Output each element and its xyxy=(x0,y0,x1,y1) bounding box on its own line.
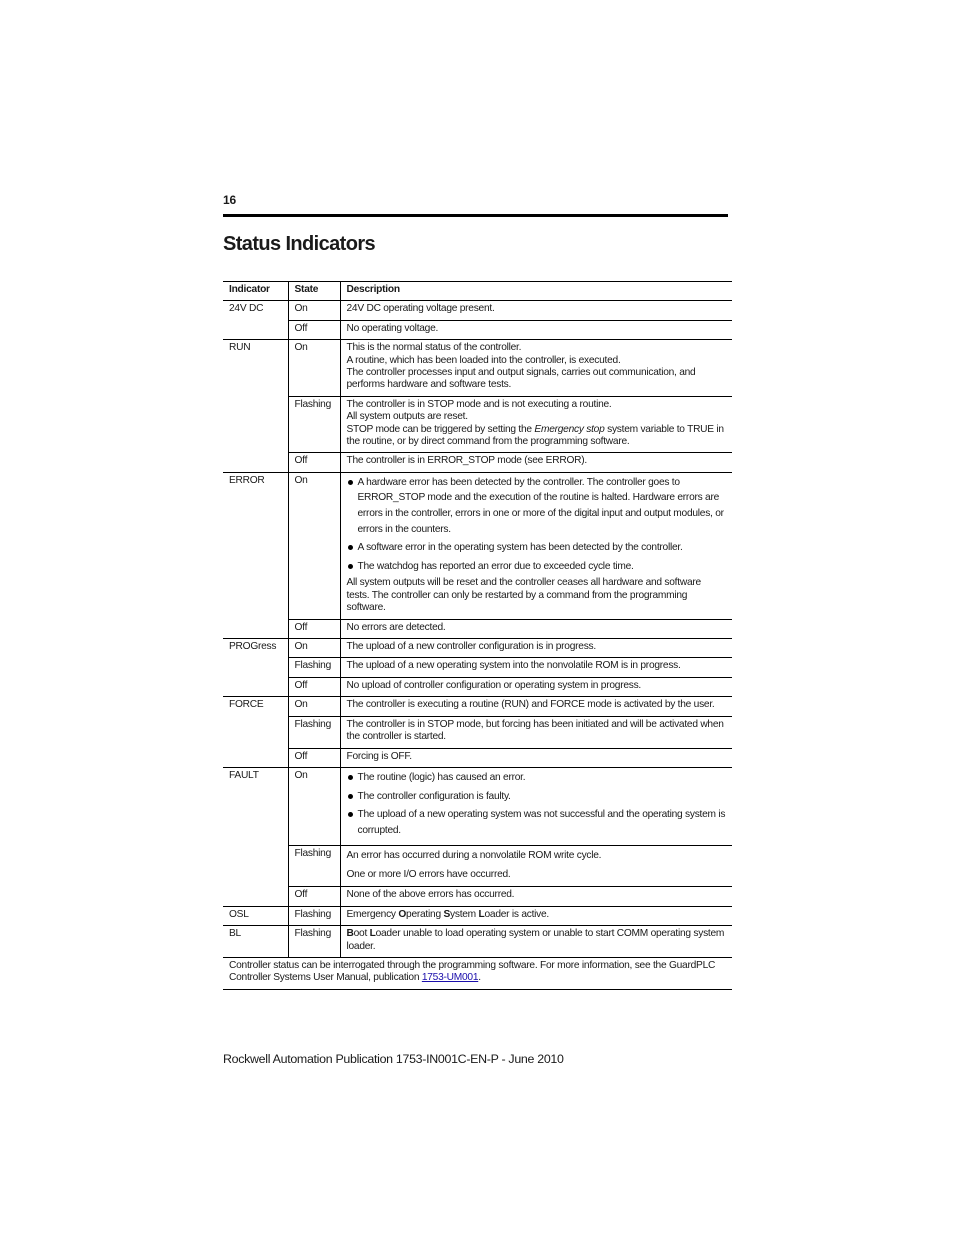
state-cell: On xyxy=(288,697,340,716)
description-cell: The controller is in STOP mode, but forcing has been initiated and will be activated when the controller is started. xyxy=(340,716,732,748)
description-cell: No errors are detected. xyxy=(340,619,732,638)
publication-footer: Rockwell Automation Publication 1753-IN001C-EN-P - June 2010 xyxy=(223,1052,564,1066)
table-row xyxy=(223,658,732,677)
publication-link[interactable]: 1753-UM001 xyxy=(421,972,479,984)
list-item: The watchdog has reported an error due to exceeded cycle time. xyxy=(347,559,727,575)
list-item: The upload of a new operating system was not successful and the operating system is corrupted. xyxy=(347,807,727,838)
state-cell: Flashing xyxy=(288,396,340,453)
state-cell: On xyxy=(288,301,340,320)
description-text: oot xyxy=(353,928,370,940)
description-text: oader unable to load operating system or unable to start COMM operating system loader. xyxy=(346,928,725,952)
state-cell: Off xyxy=(288,748,340,767)
state-cell: On xyxy=(288,767,340,845)
table-row xyxy=(223,677,732,696)
table-row xyxy=(223,320,732,339)
table-row xyxy=(223,887,732,906)
indicator-cell: RUN xyxy=(223,340,288,473)
description-text: oader is active. xyxy=(484,908,550,920)
state-cell: Flashing xyxy=(288,926,340,958)
table-row xyxy=(223,301,732,320)
state-cell: Off xyxy=(288,320,340,339)
list-item: A software error in the operating system has been detected by the controller. xyxy=(347,540,727,556)
indicator-cell: BL xyxy=(223,926,288,958)
column-header-state: State xyxy=(288,282,340,301)
description-text: system variable to TRUE in the routine, or by direct command from the programming software. xyxy=(346,423,724,448)
table-row xyxy=(223,846,732,887)
list-item: A hardware error has been detected by the controller. The controller goes to ERROR_STOP mode and the execution of the routine is halted. Hardware errors are errors in the controller, errors in one or more of the digital input and output modules, or errors in the counters. xyxy=(347,475,727,537)
table-row xyxy=(223,453,732,472)
column-header-indicator: Indicator xyxy=(223,282,288,301)
description-cell xyxy=(340,767,732,845)
description-line: All system outputs are reset. xyxy=(346,411,468,423)
description-line: All system outputs will be reset and the controller ceases all hardware and software tests. The controller can only be restarted by a command from the programming software. xyxy=(346,577,701,614)
state-cell: On xyxy=(288,472,340,619)
header-rule xyxy=(223,214,728,217)
page-number: 16 xyxy=(223,193,236,207)
column-header-description: Description xyxy=(340,282,732,301)
state-cell: On xyxy=(288,639,340,658)
status-indicators-table xyxy=(223,281,732,990)
indicator-cell: OSL xyxy=(223,906,288,925)
description-text: perating xyxy=(406,908,444,920)
state-cell: On xyxy=(288,340,340,397)
indicator-cell: PROGress xyxy=(223,639,288,697)
indicator-cell: FORCE xyxy=(223,697,288,768)
description-line: A routine, which has been loaded into the controller, is executed. xyxy=(346,354,621,366)
description-cell xyxy=(340,926,732,958)
state-cell: Off xyxy=(288,453,340,472)
description-cell: No upload of controller configuration or operating system in progress. xyxy=(340,677,732,696)
description-cell xyxy=(340,846,732,887)
state-cell: Off xyxy=(288,887,340,906)
description-cell xyxy=(340,472,732,619)
list-item: The controller configuration is faulty. xyxy=(347,789,727,805)
state-cell: Flashing xyxy=(288,906,340,925)
description-line: An error has occurred during a nonvolatile ROM write cycle. xyxy=(346,850,602,862)
footnote-end: . xyxy=(478,972,481,984)
acronym-letter: O xyxy=(398,908,407,920)
description-cell: The controller is executing a routine (RUN) and FORCE mode is activated by the user. xyxy=(340,697,732,716)
description-text: STOP mode can be triggered by setting the xyxy=(346,423,535,435)
table-row xyxy=(223,472,732,619)
indicator-cell: 24V DC xyxy=(223,301,288,340)
table-row xyxy=(223,619,732,638)
description-text: Emergency xyxy=(346,908,399,920)
description-text: ystem xyxy=(450,908,479,920)
footnote-cell xyxy=(223,957,732,989)
description-cell xyxy=(340,906,732,925)
acronym-letter: L xyxy=(478,908,485,920)
table-row xyxy=(223,697,732,716)
bullet-list xyxy=(347,770,727,838)
description-line: One or more I/O errors have occurred. xyxy=(346,869,511,881)
description-line: The controller is in STOP mode and is not executing a routine. xyxy=(346,398,612,410)
description-line xyxy=(347,424,727,449)
description-cell xyxy=(340,340,732,397)
page-title: Status Indicators xyxy=(223,233,376,255)
state-cell: Off xyxy=(288,677,340,696)
bullet-list xyxy=(347,475,727,575)
description-cell: None of the above errors has occurred. xyxy=(340,887,732,906)
table-header-row xyxy=(223,282,732,301)
table-row xyxy=(223,396,732,453)
state-cell: Flashing xyxy=(288,716,340,748)
table-row xyxy=(223,906,732,925)
footnote-text: Controller status can be interrogated through the programming software. For more information, see the GuardPLC Controller Systems User Manual, publication xyxy=(229,959,716,984)
indicator-cell: FAULT xyxy=(223,767,288,906)
description-line: The controller processes input and output signals, carries out communication, and performs hardware and software tests. xyxy=(346,367,696,391)
emergency-stop-term: Emergency stop xyxy=(534,423,605,435)
description-cell: 24V DC operating voltage present. xyxy=(340,301,732,320)
indicator-cell: ERROR xyxy=(223,472,288,638)
table-row xyxy=(223,767,732,845)
table-row xyxy=(223,639,732,658)
table-footnote-row xyxy=(223,957,732,989)
acronym-letter: B xyxy=(346,928,354,940)
description-cell: The controller is in ERROR_STOP mode (see ERROR). xyxy=(340,453,732,472)
state-cell: Flashing xyxy=(288,846,340,887)
acronym-letter: S xyxy=(443,908,450,920)
table-row xyxy=(223,340,732,397)
description-cell: The upload of a new operating system into the nonvolatile ROM is in progress. xyxy=(340,658,732,677)
state-cell: Off xyxy=(288,619,340,638)
acronym-letter: L xyxy=(369,928,376,940)
table-row xyxy=(223,926,732,958)
description-cell: The upload of a new controller configuration is in progress. xyxy=(340,639,732,658)
description-cell xyxy=(340,396,732,453)
table-row xyxy=(223,716,732,748)
description-line: This is the normal status of the controller. xyxy=(346,342,522,354)
description-cell: No operating voltage. xyxy=(340,320,732,339)
table-row xyxy=(223,748,732,767)
state-cell: Flashing xyxy=(288,658,340,677)
description-cell: Forcing is OFF. xyxy=(340,748,732,767)
list-item: The routine (logic) has caused an error. xyxy=(347,770,727,786)
